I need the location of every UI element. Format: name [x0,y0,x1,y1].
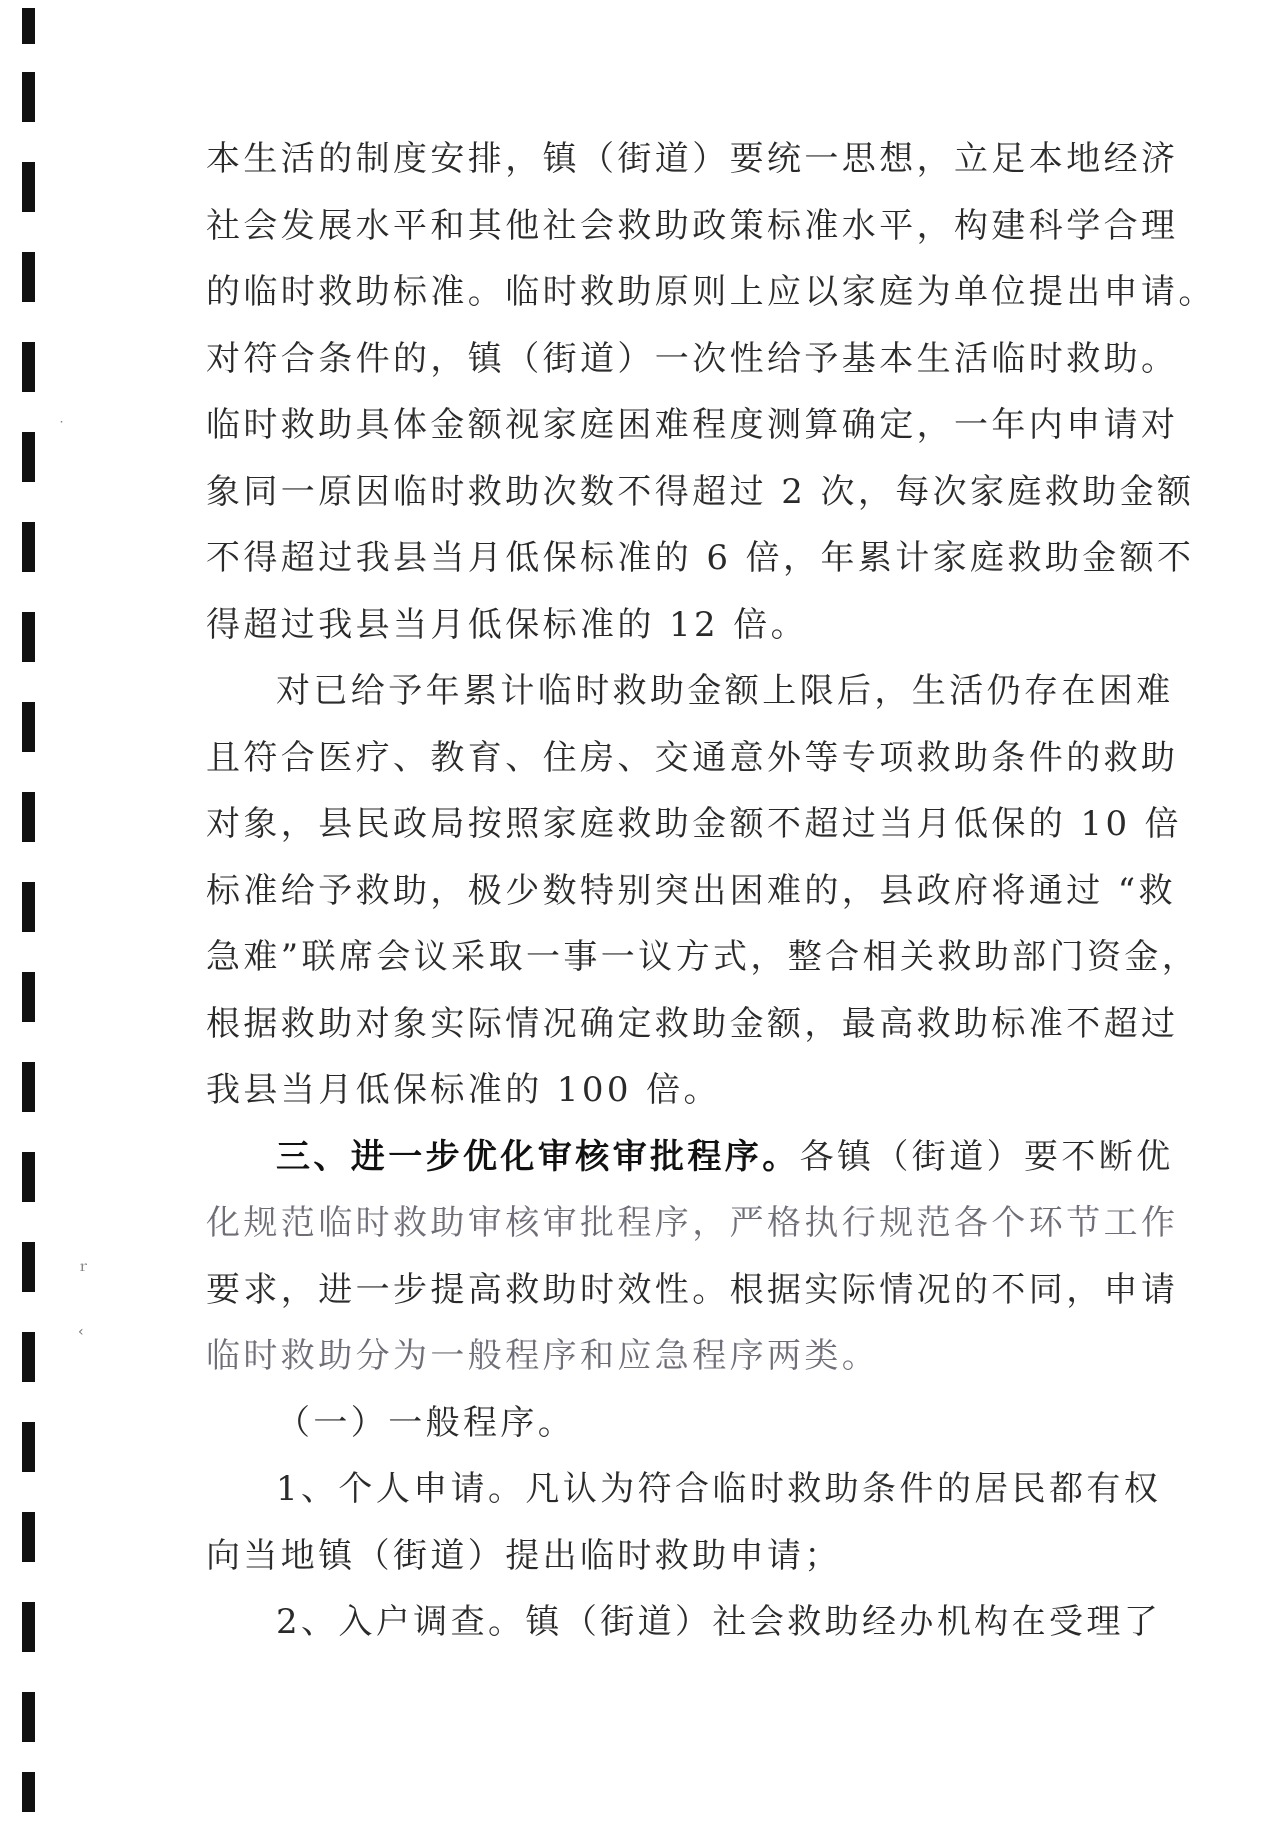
binding-mark [22,342,35,392]
scan-speck: ｒ [76,1259,90,1275]
binding-mark [22,972,35,1022]
binding-mark [22,1512,35,1562]
text-line: 得超过我县当月低保标准的 12 倍。 [206,604,809,645]
binding-mark [22,8,35,44]
text-line: 临时救助具体金额视家庭困难程度测算确定，一年内申请对 [206,405,1179,445]
document-body [206,126,1216,1656]
text-line: 的临时救助标准。临时救助原则上应以家庭为单位提出申请。 [206,272,1216,312]
binding-mark [22,1692,35,1742]
text-line: 不得超过我县当月低保标准的 6 倍，年累计家庭救助金额不 [206,538,1195,578]
text-line: 化规范临时救助审核审批程序，严格执行规范各个环节工作 [206,1203,1179,1243]
binding-mark [22,792,35,842]
binding-mark [22,252,35,302]
text-line: 对已给予年累计临时救助金额上限后，生活仍存在困难 [276,671,1174,711]
text-line: 标准给予救助，极少数特别突出困难的，县政府将通过 “救 [206,870,1176,911]
binding-holes-strip [0,0,60,1826]
text-line: 对象，县民政局按照家庭救助金额不超过当月低保的 10 倍 [206,804,1183,844]
subsection-1-heading: （一）一般程序。 [276,1402,576,1443]
binding-mark [22,522,35,572]
text-line: 象同一原因临时救助次数不得超过 2 次，每次家庭救助金额 [206,471,1195,512]
binding-mark [22,612,35,662]
text-line: 急难”联席会议采取一事一议方式，整合相关救助部门资金， [206,937,1200,977]
item-1-line: 1、个人申请。凡认为符合临时救助条件的居民都有权 [276,1469,1162,1509]
item-1-line: 向当地镇（街道）提出临时救助申请； [206,1535,842,1576]
section-3-heading: 三、进一步优化审核审批程序。 [276,1136,800,1177]
binding-mark [22,882,35,932]
scan-speck: ˙ [58,420,65,436]
binding-mark [22,1422,35,1472]
item-2-line: 2、入户调查。镇（街道）社会救助经办机构在受理了 [276,1602,1162,1642]
binding-mark [22,162,35,212]
text-line: 根据救助对象实际情况确定救助金额，最高救助标准不超过 [206,1003,1179,1044]
section-3-first-line [206,1124,1174,1191]
binding-mark [22,1062,35,1112]
binding-mark [22,1242,35,1292]
text-line: 且符合医疗、教育、住房、交通意外等专项救助条件的救助 [206,737,1179,778]
binding-mark [22,1772,35,1812]
text-line: 社会发展水平和其他社会救助政策标准水平，构建科学合理 [206,205,1179,246]
text-line: 本生活的制度安排，镇（街道）要统一思想，立足本地经济 [206,139,1179,179]
scan-speck: ‹ [78,1324,84,1340]
binding-mark [22,702,35,752]
text-line: 要求，进一步提高救助时效性。根据实际情况的不同，申请 [206,1269,1179,1310]
binding-mark [22,1332,35,1382]
text-line: 对符合条件的，镇（街道）一次性给予基本生活临时救助。 [206,338,1179,379]
binding-mark [22,432,35,482]
section-3-text: 各镇（街道）要不断优 [799,1136,1174,1177]
binding-mark [22,1152,35,1202]
binding-mark [22,1602,35,1652]
text-line: 我县当月低保标准的 100 倍。 [206,1070,721,1110]
binding-mark [22,72,35,122]
text-line: 临时救助分为一般程序和应急程序两类。 [206,1336,880,1376]
